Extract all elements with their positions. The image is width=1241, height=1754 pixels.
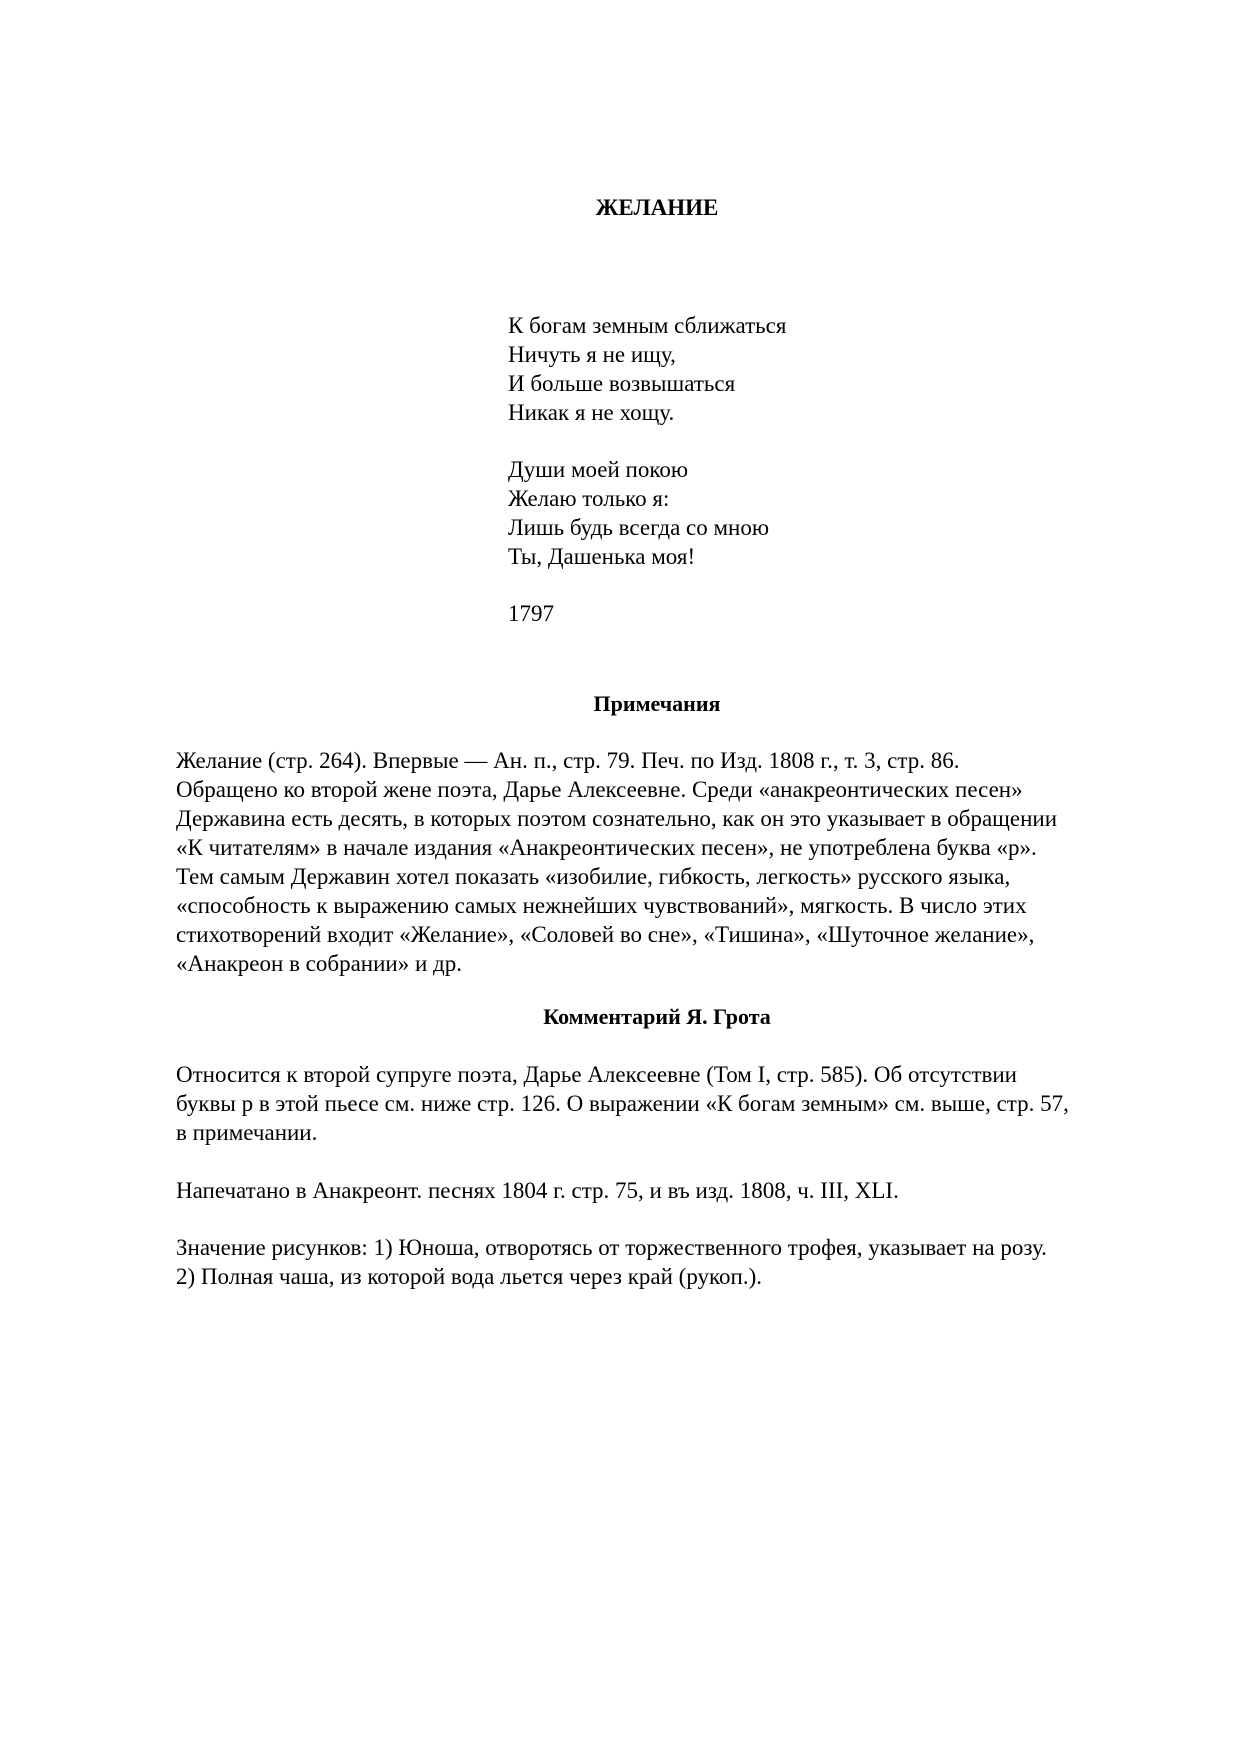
text-line: Тем самым Державин хотел показать «изобилие, гибкость, легкость» русского языка, <box>176 864 1011 889</box>
text-line: Напечатано в Анакреонт. песнях 1804 г. стр. 75, и въ изд. 1808, ч. III, XLI. <box>176 1178 899 1203</box>
poem-year: 1797 <box>508 601 554 626</box>
text-line: «Анакреон в собрании» и др. <box>176 951 462 976</box>
poem-line: Никак я не хощу. <box>508 400 675 425</box>
poem-line: Ты, Дашенька моя! <box>508 544 696 569</box>
poem-line: Лишь будь всегда со мною <box>508 515 770 540</box>
text-line: буквы р в этой пьесе см. ниже стр. 126. О выражении «К богам земным» см. выше, стр. 57, <box>176 1091 1069 1116</box>
poem-line: Души моей покою <box>508 457 689 482</box>
text-line: «способность к выражению самых нежнейших чувствований», мягкость. В число этих <box>176 893 1027 918</box>
notes-heading: Примечания <box>593 691 721 716</box>
text-line: «К читателям» в начале издания «Анакреонтических песен», не употреблена буква «р». <box>176 835 1037 860</box>
poem-line: И больше возвышаться <box>508 371 736 396</box>
poem-line: Желаю только я: <box>508 486 670 511</box>
poem <box>508 311 786 628</box>
commentary-heading: Комментарий Я. Грота <box>543 1004 771 1029</box>
text-line: 2) Полная чаша, из которой вода льется через край (рукоп.). <box>176 1264 763 1289</box>
notes-paragraph <box>176 746 1057 978</box>
text-line: Относится к второй супруге поэта, Дарье Алексеевне (Том I, стр. 585). Об отсутствии <box>176 1062 1017 1087</box>
text-line: Значение рисунков: 1) Юноша, отворотясь от торжественного трофея, указывает на розу. <box>176 1235 1047 1260</box>
text-line: Обращено ко второй жене поэта, Дарье Алексеевне. Среди «анакреонтических песен» <box>176 777 1023 802</box>
poem-title: ЖЕЛАНИЕ <box>595 195 719 220</box>
poem-line: К богам земным сближаться <box>508 313 787 338</box>
poem-stanza <box>508 455 786 571</box>
text-line: Желание (стр. 264). Впервые — Ан. п., стр. 79. Печ. по Изд. 1808 г., т. 3, стр. 86. <box>176 748 960 773</box>
commentary-paragraph <box>176 1060 1069 1147</box>
commentary-paragraph <box>176 1176 899 1205</box>
commentary-paragraph <box>176 1233 1047 1291</box>
poem-stanza <box>508 311 786 427</box>
text-line: стихотворений входит «Желание», «Соловей во сне», «Тишина», «Шуточное желание», <box>176 922 1035 947</box>
poem-line: Ничуть я не ищу, <box>508 342 676 367</box>
text-line: Державина есть десять, в которых поэтом сознательно, как он это указывает в обращении <box>176 806 1057 831</box>
text-line: в примечании. <box>176 1120 318 1145</box>
